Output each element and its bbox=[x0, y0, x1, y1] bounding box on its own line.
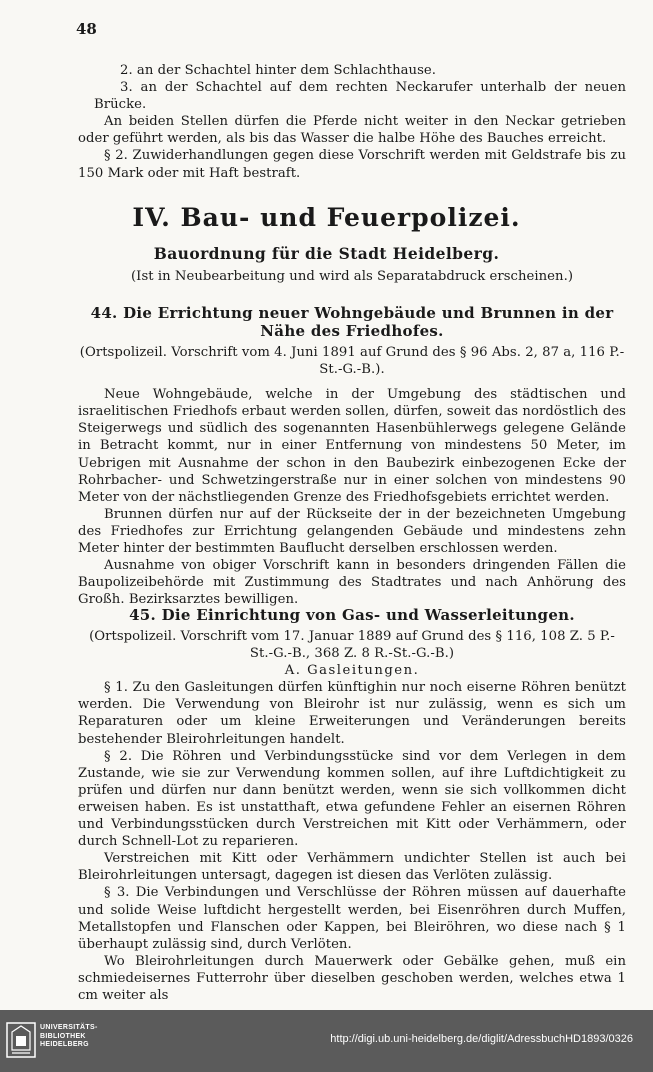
par45-s2: § 2. Die Röhren und Verbindungsstücke sind vor dem Verlegen in dem Zustande, wie sie zur Verwendung kommen sollen, auf ihre Luftdichtigkeit zu prüfen und dürfen nur dann benützt werden, wenn sie sich vollkommen dicht erweisen haben. Es ist unstatthaft, etwa gefundene Fehler an eisernen Röhren und Verbindungsstücken durch Verstreichen mit Kitt oder Verhämmern, oder durch Schnell-Lot zu reparieren. bbox=[78, 748, 626, 850]
par45-subhead: A. Gasleitungen. bbox=[284, 663, 420, 679]
paragraph-44 bbox=[78, 304, 626, 608]
par44-p3: Ausnahme von obiger Vorschrift kann in besonders dringenden Fällen die Baupolizeibehörde mit Zustimmung des Stadtrates und nach Anhörung des Großh. Bezirksarztes bewilligen. bbox=[78, 558, 626, 608]
par44-p2: Brunnen dürfen nur auf der Rückseite der in der bezeichneten Umgebung des Friedhofes zur Errichtung gelangenden Gebäude und mindestens zehn Meter hinter der bestimmten Bauflucht derselben erschlossen werden. bbox=[78, 506, 626, 557]
par45-s2b: Verstreichen mit Kitt oder Verhämmern undichter Stellen ist auch bei Bleirohrleitungen untersagt, dagegen ist diesen das Verlöten zulässig. bbox=[78, 851, 626, 884]
intro-paragraph: An beiden Stellen dürfen die Pferde nicht weiter in den Neckar getrieben oder geführt werden, als bis das Wasser die halbe Höhe des Bauches erreicht. bbox=[78, 114, 626, 147]
intro-penalty: § 2. Zuwiderhandlungen gegen diese Vorschrift werden mit Geldstrafe bis zu 150 Mark oder mit Haft bestraft. bbox=[78, 148, 626, 181]
paragraph-45 bbox=[78, 606, 626, 1004]
university-seal-icon bbox=[6, 1022, 36, 1058]
library-footer bbox=[0, 1010, 653, 1072]
section-title: IV. Bau- und Feuerpolizei. bbox=[132, 203, 521, 232]
par45-s3: § 3. Die Verbindungen und Verschlüsse der Röhren müssen auf dauerhafte und solide Weise luftdicht hergestellt werden, bei Eisenröhren durch Muffen, Metallstopfen und Flanschen oder Kappen, bei Bleiröhren, wo diese nach § 1 überhaupt zulässig sind, durch Verlöten. bbox=[78, 885, 626, 952]
library-name: UNIVERSITÄTS- BIBLIOTHEK HEIDELBERG bbox=[40, 1024, 98, 1048]
intro-line: 2. an der Schachtel hinter dem Schlachthause. bbox=[120, 63, 437, 78]
par44-source: (Ortspolizeil. Vorschrift vom 4. Juni 1891 auf Grund des § 96 Abs. 2, 87 a, 116 P.-St.-G.-B.). bbox=[79, 345, 625, 378]
par44-p1: Neue Wohngebäude, welche in der Umgebung des städtischen und israelitischen Friedhofs erbaut werden sollen, dürfen, soweit das nordöstlich des Steigerwegs und südlich des sogenannten Hasenbühlerwegs gelegene Gelände in Betracht kommt, nur in einer Entfernung von mindestens 50 Meter, im Uebrigen mit Ausnahme der schon in den Baubezirk einbezogenen Ecke der Rohrbacher- und Schwetzingerstraße nur in einer solchen von mindestens 90 Meter von der nächstliegenden Grenze des Friedhofsgebiets errichtet werden. bbox=[78, 387, 626, 505]
intro-line: 3. an der Schachtel auf dem rechten Neckarufer unterhalb der neuen Brücke. bbox=[94, 80, 626, 113]
section-subtitle: Bauordnung für die Stadt Heidelberg. bbox=[153, 244, 500, 263]
par45-s1: § 1. Zu den Gasleitungen dürfen künftighin nur noch eiserne Röhren benützt werden. Die Verwendung von Bleirohr ist nur zulässig, wenn es sich um Reparaturen oder um kleine Erweiterungen und Veränderungen bereits bestehender Bleirohrleitungen handelt. bbox=[78, 680, 626, 747]
par45-source: (Ortspolizeil. Vorschrift vom 17. Januar 1889 auf Grund des § 116, 108 Z. 5 P.-St.-G.-B., 368 Z. 8 R.-St.-G.-B.) bbox=[89, 629, 615, 662]
intro-block bbox=[78, 62, 626, 182]
source-url-link[interactable]: http://digi.ub.uni-heidelberg.de/diglit/AdressbuchHD1893/0326 bbox=[330, 1033, 633, 1045]
page-number: 48 bbox=[76, 20, 97, 38]
par44-title: 44. Die Errichtung neuer Wohngebäude und Brunnen in der Nähe des Friedhofes. bbox=[90, 304, 614, 340]
par45-title: 45. Die Einrichtung von Gas- und Wasserleitungen. bbox=[129, 606, 575, 624]
section-note-block bbox=[78, 268, 626, 285]
section-note: (Ist in Neubearbeitung und wird als Separatabdruck erscheinen.) bbox=[130, 269, 574, 284]
par45-s3b: Wo Bleirohrleitungen durch Mauerwerk oder Gebälke gehen, muß ein schmiedeisernes Futterrohr über dieselben geschoben werden, welches etwa 1 cm weiter als bbox=[78, 953, 626, 1003]
